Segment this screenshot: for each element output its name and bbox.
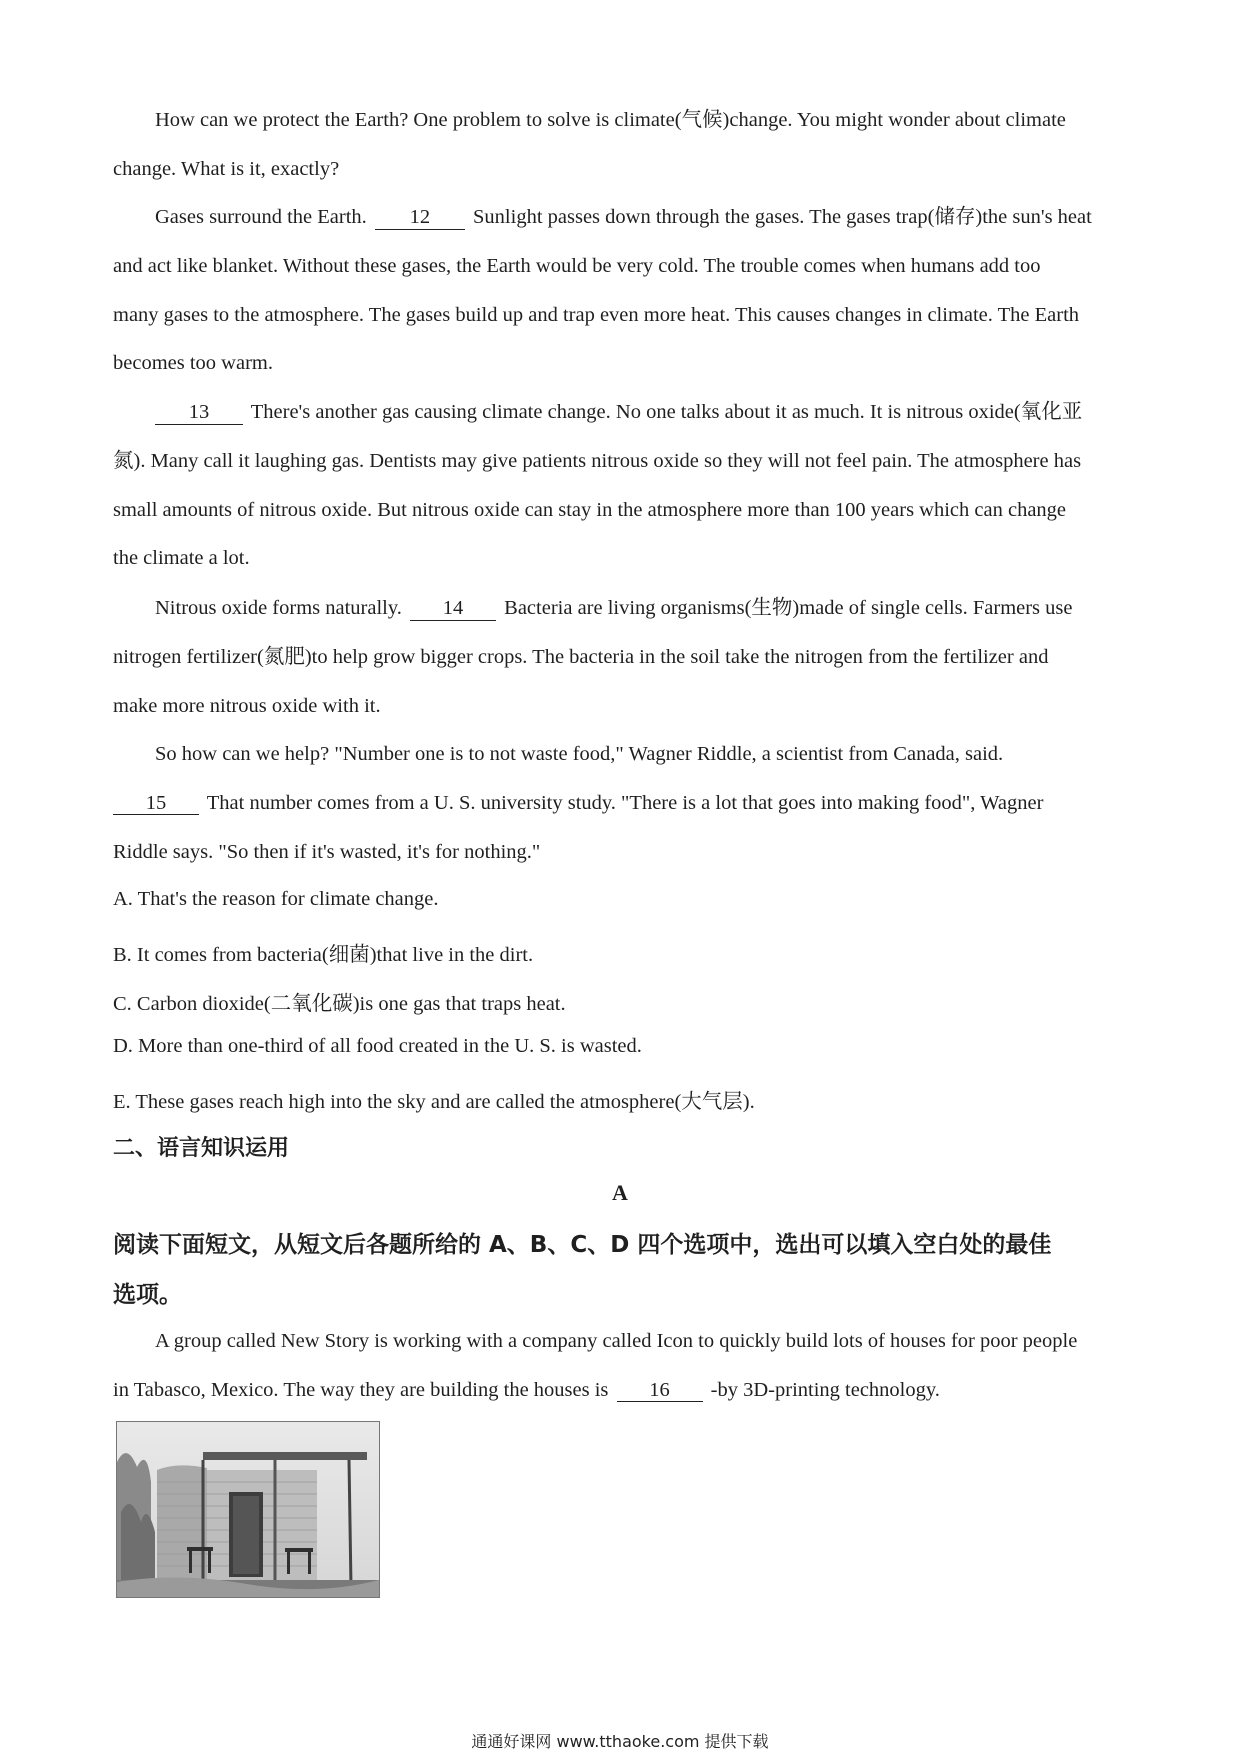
blank-15: 15 [113,793,199,816]
instruction-line: 选项。 [113,1282,182,1308]
text-segment: Bacteria are living organisms(生物)made of single cells. Farmers use [504,597,1073,619]
text-line: make more nitrous oxide with it. [113,694,381,717]
paragraph-2 [113,193,1130,388]
text-line: How can we protect the Earth? One problem to solve is climate(气候)change. You might wonder about climate [155,109,1066,131]
text-line: 氮). Many call it laughing gas. Dentists may give patients nitrous oxide so they will not feel pain. The atmosphere has [113,449,1082,472]
blank-13: 13 [155,402,243,425]
text-line: A group called New Story is working with a company called Icon to quickly build lots of houses for poor people [155,1330,1078,1352]
text-segment: in Tabasco, Mexico. The way they are building the houses is [113,1378,609,1401]
text-line: Riddle says. "So then if it's wasted, it's for nothing." [113,840,541,863]
text-segment: Gases surround the Earth. [155,206,367,228]
option-a: A. That's the reason for climate change. [113,888,439,910]
text-line [113,779,1130,828]
text-line: and act like blanket. Without these gases, the Earth would be very cold. The trouble comes when humans add too [113,254,1041,277]
text-segment: Nitrous oxide forms naturally. [155,597,402,619]
text-line: change. What is it, exactly? [113,157,340,180]
text-line: the climate a lot. [113,547,250,570]
text-line [113,193,1130,242]
text-line: nitrogen fertilizer(氮肥)to help grow bigger crops. The bacteria in the soil take the nitrogen from the fertilizer and [113,645,1049,668]
part-label: A [612,1180,628,1205]
text-line: So how can we help? "Number one is to not waste food," Wagner Riddle, a scientist from Canada, said. [155,743,1004,765]
text-segment: -by 3D-printing technology. [710,1378,940,1401]
house-illustration [117,1422,379,1597]
blank-14: 14 [410,598,496,621]
text-segment: There's another gas causing climate change. No one talks about it as much. It is nitrous oxide(氧化亚 [250,401,1083,423]
text-segment: That number comes from a U. S. university study. "There is a lot that goes into making food", Wagner [206,791,1044,814]
text-line: many gases to the atmosphere. The gases build up and trap even more heat. This causes changes in climate. The Earth [113,303,1080,326]
paragraph-4 [113,584,1130,730]
paragraph-5 [113,730,1130,876]
paragraph-1 [113,96,1130,194]
house-photo [116,1421,380,1598]
text-line: small amounts of nitrous oxide. But nitrous oxide can stay in the atmosphere more than 100 years which can change [113,498,1067,521]
blank-16: 16 [617,1380,703,1403]
blank-12: 12 [375,207,465,230]
instruction [113,1220,1130,1320]
section-heading: 二、语言知识运用 [113,1136,290,1161]
text-line [113,584,1130,633]
text-line [113,1366,1130,1415]
footer-credit: 通通好课网 www.tthaoke.com 提供下载 [471,1732,769,1751]
option-e: E. These gases reach high into the sky and are called the atmosphere(大气层). [113,1091,755,1113]
text-line: becomes too warm. [113,352,273,375]
option-d: D. More than one-third of all food created in the U. S. is wasted. [113,1035,642,1057]
paragraph-3 [113,388,1130,583]
passage-a [113,1317,1130,1415]
text-segment: Sunlight passes down through the gases. The gases trap(储存)the sun's heat [473,206,1092,228]
option-b: B. It comes from bacteria(细菌)that live in the dirt. [113,944,534,966]
instruction-line: 阅读下面短文，从短文后各题所给的 A、B、C、D 四个选项中，选出可以填入空白处的最佳 [113,1232,1052,1258]
option-c: C. Carbon dioxide(二氧化碳)is one gas that traps heat. [113,993,566,1015]
text-line [113,388,1130,437]
